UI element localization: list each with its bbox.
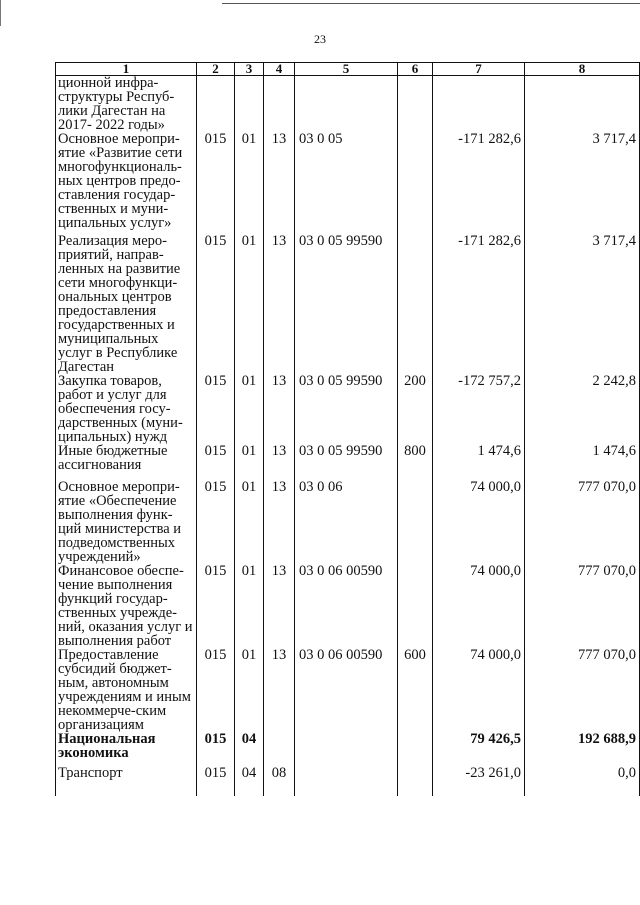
code-target-article: 03 0 06 [295,480,398,564]
column-header: 1 [56,63,197,76]
amount-total: 777 070,0 [525,648,640,732]
table-row [56,766,640,796]
code-expense-type [398,76,433,133]
code-target-article: 03 0 06 00590 [295,564,398,648]
code-ministry: 015 [197,374,235,444]
column-header: 2 [197,63,235,76]
code-expense-type: 800 [398,444,433,480]
code-subsection: 13 [264,444,295,480]
column-number-row [56,63,640,76]
table-row [56,648,640,732]
amount-change: -171 282,6 [433,234,525,374]
page-number: 23 [314,32,326,46]
table-row [56,76,640,133]
code-subsection: 13 [264,480,295,564]
code-expense-type [398,480,433,564]
amount-total: 3 717,4 [525,234,640,374]
code-section: 01 [235,564,264,648]
table-row [56,564,640,648]
row-name: Закупка товаров, работ и услуг для обеспечения госу-дарственных (муни-ципальных) нужд [56,374,197,444]
code-expense-type [398,732,433,766]
code-expense-type [398,234,433,374]
amount-total: 777 070,0 [525,480,640,564]
code-expense-type [398,766,433,796]
amount-change: 74 000,0 [433,480,525,564]
code-section: 01 [235,234,264,374]
code-ministry: 015 [197,132,235,234]
code-target-article: 03 0 05 99590 [295,374,398,444]
code-target-article: 03 0 05 99590 [295,444,398,480]
budget-table [55,62,640,796]
amount-total: 3 717,4 [525,132,640,234]
code-subsection [264,76,295,133]
amount-change: 74 000,0 [433,564,525,648]
code-target-article [295,766,398,796]
amount-total: 0,0 [525,766,640,796]
amount-change: -23 261,0 [433,766,525,796]
amount-total: 777 070,0 [525,564,640,648]
code-section: 01 [235,132,264,234]
amount-change: -172 757,2 [433,374,525,444]
table-row [56,444,640,480]
code-subsection: 08 [264,766,295,796]
code-section: 04 [235,766,264,796]
code-subsection [264,732,295,766]
code-target-article: 03 0 06 00590 [295,648,398,732]
row-name: Реализация меро-приятий, направ-ленных на развитие сети многофункци-ональных центров предоставления государственных и муниципальных услуг в Республике Дагестан [56,234,197,374]
scan-edge-mark [0,0,1,26]
code-target-article [295,76,398,133]
column-header: 8 [525,63,640,76]
code-ministry: 015 [197,766,235,796]
code-expense-type: 600 [398,648,433,732]
code-subsection: 13 [264,234,295,374]
row-name: Национальная экономика [56,732,197,766]
code-ministry: 015 [197,564,235,648]
code-target-article: 03 0 05 99590 [295,234,398,374]
column-header: 3 [235,63,264,76]
row-name: Основное меропри-ятие «Обеспечение выполнения функ-ций министерства и подведомственных учреждений» [56,480,197,564]
column-header: 6 [398,63,433,76]
code-expense-type [398,132,433,234]
code-subsection: 13 [264,374,295,444]
code-ministry: 015 [197,444,235,480]
code-expense-type [398,564,433,648]
table-row [56,234,640,374]
code-target-article: 03 0 05 [295,132,398,234]
code-expense-type: 200 [398,374,433,444]
row-name: ционной инфра-структуры Респуб-лики Дагестан на 2017- 2022 годы» [56,76,197,133]
code-subsection: 13 [264,132,295,234]
code-section: 01 [235,648,264,732]
amount-total: 1 474,6 [525,444,640,480]
code-ministry [197,76,235,133]
table-row [56,732,640,766]
column-header: 4 [264,63,295,76]
code-section: 04 [235,732,264,766]
amount-change: -171 282,6 [433,132,525,234]
row-name: Финансовое обеспе-чение выполнения функций государ-ственных учрежде-ний, оказания услуг и выполнения работ [56,564,197,648]
amount-total: 2 242,8 [525,374,640,444]
top-rule [222,3,640,4]
table-row [56,374,640,444]
amount-total [525,76,640,133]
column-header: 5 [295,63,398,76]
amount-total: 192 688,9 [525,732,640,766]
amount-change: 1 474,6 [433,444,525,480]
code-ministry: 015 [197,732,235,766]
code-target-article [295,732,398,766]
code-section: 01 [235,480,264,564]
code-ministry: 015 [197,480,235,564]
row-name: Основное меропри-ятие «Развитие сети многофункциональ-ных центров предо-ставления государ-ственных и муни-ципальных услуг» [56,132,197,234]
column-header: 7 [433,63,525,76]
code-subsection: 13 [264,648,295,732]
code-subsection: 13 [264,564,295,648]
amount-change: 74 000,0 [433,648,525,732]
code-section: 01 [235,444,264,480]
code-ministry: 015 [197,234,235,374]
amount-change [433,76,525,133]
table-row [56,132,640,234]
code-section [235,76,264,133]
table-row [56,480,640,564]
row-name: Транспорт [56,766,197,796]
code-ministry: 015 [197,648,235,732]
amount-change: 79 426,5 [433,732,525,766]
row-name: Предоставление субсидий бюджет-ным, автономным учреждениям и иным некоммерче-ским организациям [56,648,197,732]
row-name: Иные бюджетные ассигнования [56,444,197,480]
code-section: 01 [235,374,264,444]
